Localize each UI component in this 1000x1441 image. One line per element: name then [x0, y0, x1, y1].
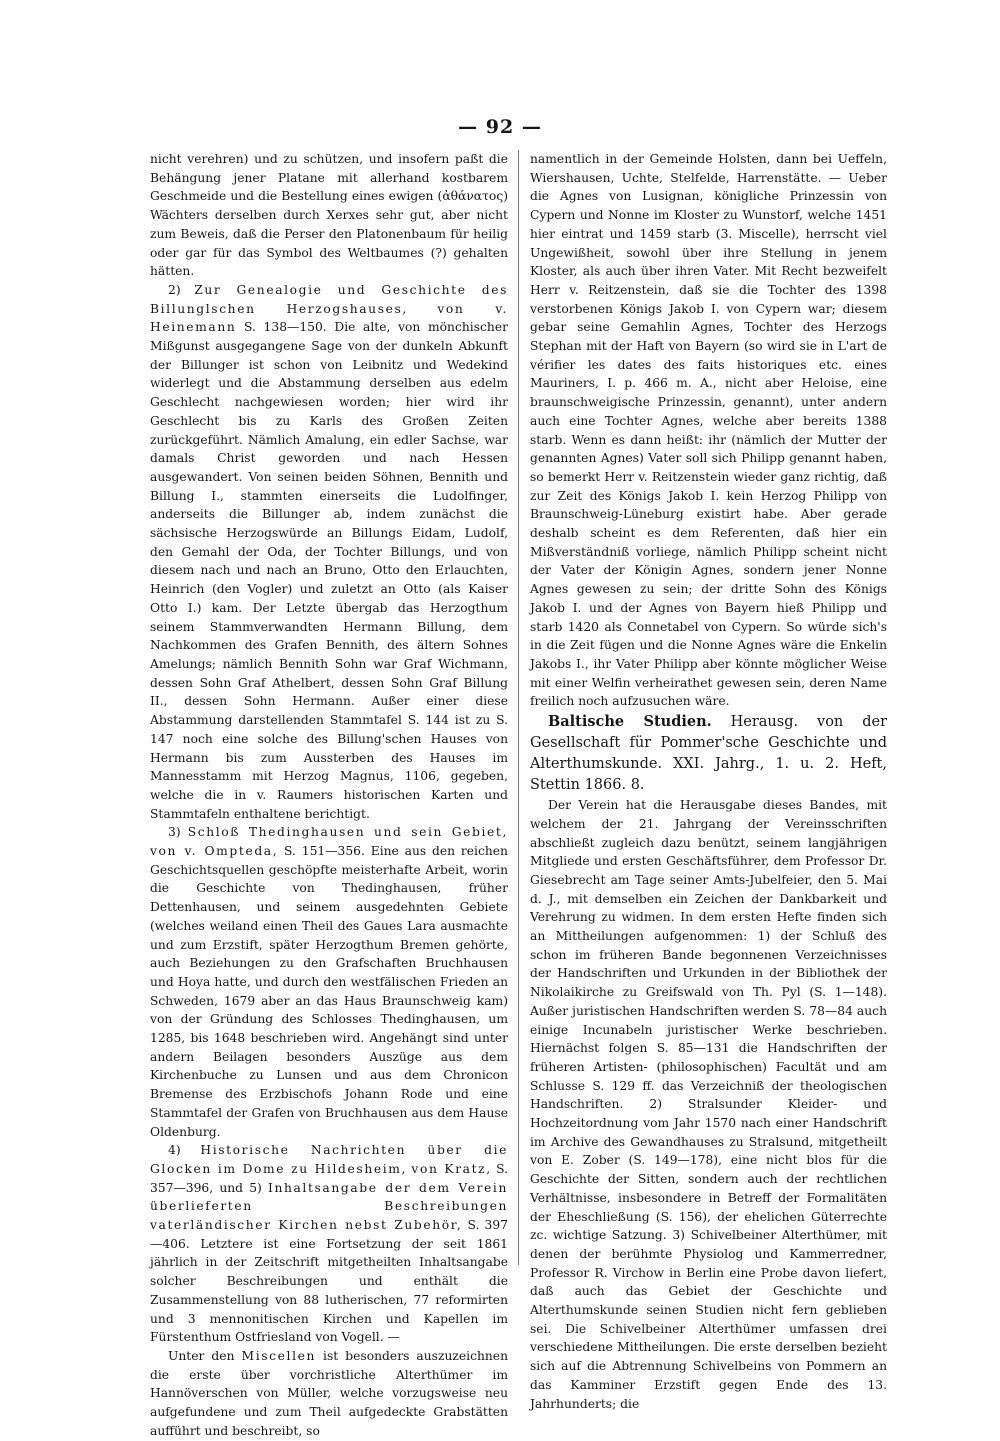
- section-heading: [530, 711, 887, 796]
- article-entry-2: [150, 281, 508, 823]
- column-divider: [518, 150, 519, 1265]
- text-run: ist besonders auszuzeichnen die erste über vorchristliche Alterthümer im Hannöverschen von Müller, welche vorzugsweise neu aufgefundene und zum Theil aufgedeckte Grabstätten aufführt und beschreibt, so: [150, 1349, 508, 1438]
- entry-title: Schloß Thedinghausen und sein Gebiet,: [187, 825, 508, 840]
- entry-body: S. 151—356. Eine aus den reichen Geschichtsquellen geschöpfte meisterhafte Arbeit, worin die Geschichte von Thedinghausen, früher Dettenhausen, und seinem ausgedehnten Gebiete (welches weiland einen Theil des Gaues Lara ausmachte und zum Erzstift, später Herzogthum Bremen gehörte, auch Beziehungen zu den Grafschaften Bruchhausen und Hoya hatte, und durch den westfälischen Frieden an Schweden, 1679 aber an das Haus Braunschweig kam) von der Gründung des Schlosses Thedinghausen, um 1285, bis 1648 beschrieben wird. Angehängt sind unter andern Beilagen besonders Auszüge aus dem Kirchenbuche zu Lunsen und aus dem Chronicon Bremense des Erzbischofs Johann Rode und eine Stammtafel der Grafen von Bruchhausen aus dem Hause Oldenburg.: [150, 844, 508, 1139]
- paragraph: [150, 1347, 508, 1441]
- entry-body: S. 397—406. Letztere ist eine Fortsetzung der seit 1861 jährlich in der Zeitschrift mitgetheilten Inhaltsangabe solcher Beschreibungen und enthält die Zusammenstellung von 88 lutherischen, 77 reformirten und 3 mennonitischen Kirchen und Kapellen im Fürstenthum Ostfriesland von Vogell. —: [150, 1218, 508, 1345]
- entry-text: S. 357—396, und 5): [150, 1161, 508, 1195]
- paragraph: nicht verehren) und zu schützen, und insofern paßt die Behängung jener Platane mit allerhand kostbarem Geschmeide und die Bestellung eines ewigen (ἀθάνατος) Wächters derselben durch Xerxes sehr gut, aber nicht zum Beweis, daß die Perser den Platonenbaum für heilig oder gar für das Symbol des Weltbaumes (?) gehalten hätten.: [150, 152, 508, 279]
- entry-title: Historische Nachrichten über die Glocken im Dome zu Hildesheim,: [150, 1143, 508, 1176]
- entry-author: von v. Ompteda,: [150, 844, 279, 859]
- entry-author: von Kratz,: [411, 1161, 492, 1176]
- article-entry-4: [150, 1141, 508, 1347]
- spaced-term: Miscellen: [241, 1349, 316, 1363]
- entry-title: Inhaltsangabe der dem Verein überlieferten Beschreibungen vaterländischer Kirchen nebst Zubehör,: [150, 1180, 508, 1233]
- paragraph: Der Verein hat die Herausgabe dieses Bandes, mit welchem der 21. Jahrgang der Vereinsschriften abschließt zugleich dazu benützt, seinem langjährigen Mitgliede und ersten Geschäftsführer, dem Professor Dr. Giesebrecht am Tage seiner Amts-Jubelfeier, den 5. Mai d. J., mit demselben ein Zeichen der Dankbarkeit und Verehrung zu widmen. In dem ersten Hefte finden sich an Mittheilungen aufgenommen: 1) der Schluß des schon im früheren Bande begonnenen Verzeichnisses der Handschriften und Urkunden in der Bibliothek der Nikolaikirche zu Greifswald von Th. Pyl (S. 1—148). Außer juristischen Handschriften werden S. 78—84 auch einige Incunabeln juristischer Werke beschrieben. Hiernächst folgen S. 85—131 die Handschriften der früheren Artisten- (philosophischen) Facultät und am Schlusse S. 129 ff. das Verzeichniß der theologischen Handschriften. 2) Stralsunder Kleider- und Hochzeitordnung vom Jahr 1570 nach einer Handschrift im Archive des Gewandhauses zu Stralsund, mitgetheilt von E. Zober (S. 149—178), eine nicht blos für die Geschichte der Sitten, sondern auch der rechtlichen Verhältnisse, insbesondere in Betreff der Formalitäten der Eheschließung (S. 156), der ehelichen Güterrechte zc. wichtige Satzung. 3) Schivelbeiner Alterthümer, mit denen der berühmte Physiolog und Kammerredner, Professor R. Virchow in Berlin eine Probe davon liefert, daß auch das Gebiet der Geschichte und Alterthumskunde seinen Studien nicht fern geblieben sei. Die Schivelbeiner Alterthümer umfassen drei verschiedene Mittheilungen. Die erste derselben bezieht sich auf die Abtrennung Schivelbeins von Pommern an das Kamminer Erzstift gegen Ende des 13. Jahrhunderts; die: [530, 798, 887, 1411]
- entry-title: Zur Genealogie und Geschichte des Billunglschen Herzogshauses,: [150, 282, 508, 316]
- entry-author: von v. Heinemann: [150, 301, 508, 335]
- entry-number: 4): [168, 1143, 181, 1158]
- paragraph: namentlich in der Gemeinde Holsten, dann bei Ueffeln, Wiershausen, Uchte, Stelfelde, Harrenstätte. — Ueber die Agnes von Lusignan, königliche Prinzessin von Cypern und Nonne im Kloster zu Wunstorf, welche 1451 hier eintrat und 1459 starb (3. Miscelle), herrscht viel Ungewißheit, sowohl über ihre Stellung in jenem Kloster, als auch über ihren Vater. Mit Recht bezweifelt Herr v. Reitzenstein, daß sie die Tochter des 1398 verstorbenen Königs Jakob I. von Cypern war; diesem gebar seine Gemahlin Agnes, Tochter des Herzogs Stephan mit der Haft von Bayern (so wird sie in L'art de vérifier les dates des faits historiques etc. eines Mauriners, I. p. 466 m. A., nicht aber Heloise, eine braunschweigische Prinzessin, genannt), unter andern auch eine Tochter Agnes, welche aber bereits 1388 starb. Wenn es dann heißt: ihr (nämlich der Mutter der genannten Agnes) Vater soll sich Philipp genannt haben, so bemerkt Herr v. Reitzenstein wieder ganz richtig, daß zur Zeit des Königs Jakob I. kein Herzog Philipp von Braunschweig-Lüneburg existirt habe. Aber gerade deshalb scheint es dem Referenten, daß hier ein Mißverständniß vorliege, nämlich Philipp scheint nicht der Vater der Königin Agnes, sondern jener Nonne Agnes gewesen zu sein; der dritte Sohn des Königs Jakob I. und der Agnes von Bayern hieß Philipp und starb 1420 als Connetabel von Cypern. So würde sich's in die Zeit fügen und die Nonne Agnes wäre die Enkelin Jakobs I., ihr Vater Philipp aber könnte möglicher Weise mit einer Welfin verheirathet gewesen sein, deren Name freilich noch aufzusuchen wäre.: [530, 152, 887, 709]
- left-column: [150, 150, 508, 1441]
- entry-number: 3): [168, 825, 181, 840]
- entry-body: S. 138—150. Die alte, von mönchischer Mißgunst ausgegangene Sage von der dunkeln Abkunft der Billunger ist schon von Leibnitz und Wedekind widerlegt und die Abstammung derselben aus edelm Geschlecht nachgewiesen worden; hier wird ihr Geschlecht bis zu Karls des Großen Zeiten zurückgeführt. Nämlich Amalung, ein edler Sachse, war damals Christ geworden und nach Hessen ausgewandert. Von seinen beiden Söhnen, Bennith und Billung I., stammten einerseits die Ludolfinger, anderseits die Billunger ab, indem zunächst die sächsische Herzogswürde an Billungs Eidam, Ludolf, den Gemahl der Oda, der Tochter Billungs, und von diesem nach und nach an Bruno, Otto den Erlauchten, Heinrich (den Vogler) und zuletzt an Otto (als Kaiser Otto I.) kam. Der Letzte übergab das Herzogthum seinem Stammverwandten Hermann Billung, dem Nachkommen des Grafen Bennith, des ältern Sohnes Amelungs; nämlich Bennith Sohn war Graf Wichmann, dessen Sohn Graf Athelbert, dessen Sohn Graf Billung II., dessen Sohn Hermann. Außer einer diese Abstammung darstellenden Stammtafel S. 144 ist zu S. 147 noch eine solche des Billung'schen Hauses von Hermann bis zum Aussterben des Hauses im Mannesstamm mit Herzog Magnus, 1106, gegeben, welche die in v. Raumers historischen Karten und Stammtafeln enthaltene berichtigt.: [150, 320, 508, 821]
- article-entry-3: [150, 823, 508, 1141]
- entry-number: 2): [168, 282, 181, 297]
- section-subtitle: Herausg. von der Gesellschaft für Pommer'sche Geschichte und Alterthumskunde. XXI. Jahrg., 1. u. 2. Heft, Stettin 1866. 8.: [530, 714, 887, 794]
- page-number: — 92 —: [458, 116, 542, 138]
- text-run: Unter den: [168, 1349, 235, 1363]
- section-title: Baltische Studien.: [548, 713, 712, 731]
- right-column: [530, 150, 887, 1413]
